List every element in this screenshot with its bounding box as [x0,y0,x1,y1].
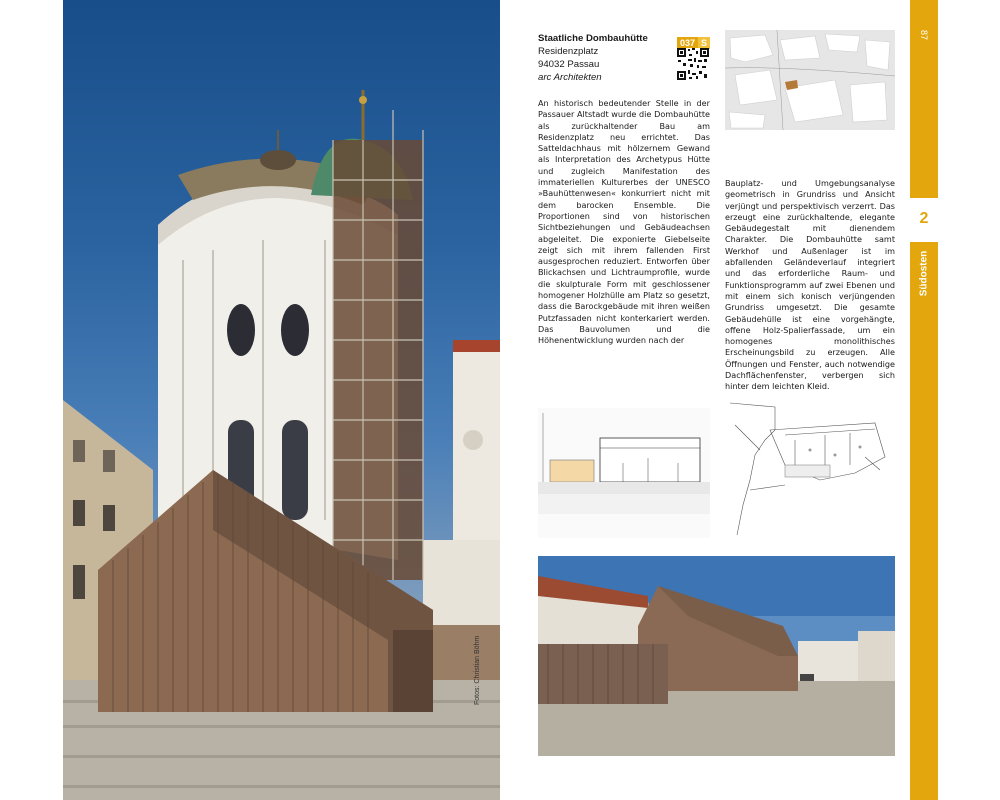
site-map [725,30,895,130]
region-badge: S [698,37,710,49]
section-drawing [538,408,710,538]
project-header [538,32,668,84]
chapter-number: 2 [919,210,929,227]
project-title: Staatliche Dombauhütte [538,33,648,44]
project-number-badge: 037 [677,37,698,49]
project-street: Residenzplatz [538,46,599,57]
page-number: 87 [919,29,929,40]
secondary-photo [538,556,895,756]
photo-credit: Fotos: Christian Böhm [474,635,481,705]
body-text-col1: An historisch bedeutender Stelle in der Passauer Altstadt wurde die Dombauhütte als zurückhaltender Bau am Residenzplatz neu errichtet. Das Satteldachhaus mit hölzernem Gewand als Interpretation des Archetypus Hütte und zugleich Manifestation des immateriellen Kulturerbes der UNESCO »Bauhüttenwesen« konkurriert nicht mit dem barocken Ensemble. Die Proportionen sind von historischen Sichtbeziehungen und Gebäudeachsen abgeleitet. Die exponierte Giebelseite zeigt sich mit ihrem fallenden First ausgesprochen reduziert. Entworfen über Blickachsen und Lichtraumprofile, wurde die skulpturale Form mit geschlossener homogener Holzhülle am Platz so gesetzt, dass die Barockgebäude mit ihren weißen Putzfassaden nicht konterkariert werden. Das Bauvolumen und die Höhenentwicklung wurden nach der [538,98,710,346]
project-number-badges [677,33,710,48]
qr-code-icon[interactable] [677,48,709,80]
main-photo [63,0,500,800]
region-label: Südosten [918,250,930,297]
chapter-side-tab [910,0,938,800]
project-city: 94032 Passau [538,59,600,70]
floor-plan [725,395,895,540]
body-text-col2: Bauplatz- und Umgebungsanalyse geometrisch in Grundriss und Ansicht verjüngt und perspektivisch verzerrt. Das erzeugt eine zurückhaltende, elegante Gebäudegestalt mit dienendem Charakter. Die Dombauhütte samt Werkhof und Außenlager ist im abfallenden Geländeverlauf integriert und das erforderliche Raum- und Funktionsprogramm auf zwei Ebenen und mit einem sich konisch verjüngenden Grundriss umgesetzt. Die gesamte Gebäudehülle ist eine vorgehängte, offene Holz-Spalierfassade, um ein homogenes monolithisches Erscheinungsbild zu erzeugen. Alle Öffnungen und Fenster, auch notwendige Dachflächenfenster, verbergen sich hinter dem leichten Kleid. [725,178,895,392]
cathedral-photo-illustration [63,0,500,800]
project-architect: arc Architekten [538,72,602,83]
